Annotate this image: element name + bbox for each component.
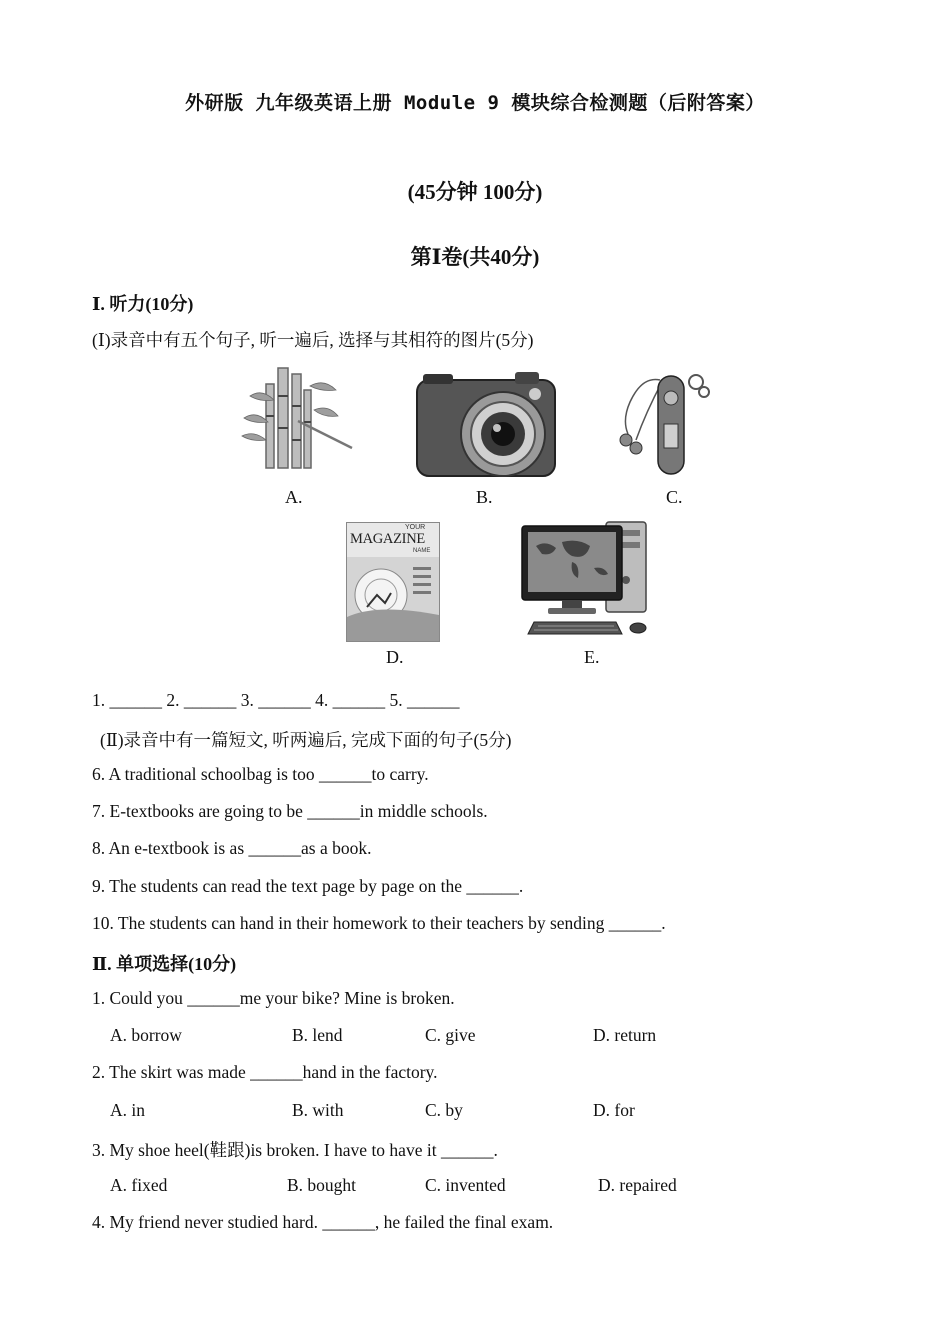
time-info: (45分钟 100分) — [407, 180, 543, 204]
magazine-cover-sub: NAME — [413, 548, 431, 554]
option-a: A. fixed — [110, 1175, 168, 1195]
option-b: B. bought — [287, 1175, 357, 1195]
mp3-player-icon — [612, 372, 712, 478]
picture-caption-d: D. — [386, 647, 404, 667]
question-stem: 1. Could you ______me your bike? Mine is broken. — [92, 988, 455, 1008]
listening-heading: Ⅰ. 听力(10分) — [92, 294, 194, 314]
option-d: D. return — [593, 1025, 657, 1045]
option-a: A. in — [110, 1100, 145, 1120]
fill-sentence: 10. The students can hand in their homework to their teachers by sending ______. — [92, 913, 666, 933]
fill-sentence: 9. The students can read the text page by page on the ______. — [92, 876, 524, 896]
option-c: C. by — [425, 1100, 463, 1120]
fill-sentence: 6. A traditional schoolbag is too ______to carry. — [92, 764, 429, 784]
option-c: C. invented — [425, 1175, 506, 1195]
option-a: A. borrow — [110, 1025, 182, 1045]
listening-instruction-1: (Ⅰ)录音中有五个句子, 听一遍后, 选择与其相符的图片(5分) — [92, 330, 534, 350]
question-stem: 3. My shoe heel(鞋跟)is broken. I have to have it ______. — [92, 1140, 498, 1160]
option-c: C. give — [425, 1025, 476, 1045]
option-d: D. repaired — [598, 1175, 677, 1195]
picture-caption-e: E. — [584, 647, 600, 667]
magazine-cover-top: YOUR — [405, 524, 426, 531]
question-stem: 4. My friend never studied hard. ______, he failed the final exam. — [92, 1212, 554, 1232]
bamboo-icon — [238, 366, 356, 472]
listening-instruction-2: (Ⅱ)录音中有一篇短文, 听两遍后, 完成下面的句子(5分) — [100, 730, 512, 750]
picture-caption-b: B. — [476, 487, 493, 507]
camera-icon — [415, 372, 557, 480]
option-d: D. for — [593, 1100, 635, 1120]
document-title: 外研版 九年级英语上册 Module 9 模块综合检测题（后附答案） — [185, 92, 765, 114]
fill-sentence: 7. E-textbooks are going to be ______in middle schools. — [92, 801, 488, 821]
choice-heading: Ⅱ. 单项选择(10分) — [92, 954, 237, 974]
part-title: 第Ⅰ卷(共40分) — [410, 245, 540, 269]
picture-caption-c: C. — [666, 487, 683, 507]
magazine-cover-title: MAGAZINE — [350, 531, 425, 547]
picture-caption-a: A. — [285, 487, 303, 507]
magazine-icon — [346, 522, 440, 642]
option-b: B. lend — [292, 1025, 343, 1045]
listening-answer-line: 1. ______ 2. ______ 3. ______ 4. ______ 5. ______ — [92, 690, 460, 710]
computer-icon — [518, 520, 656, 640]
question-stem: 2. The skirt was made ______hand in the factory. — [92, 1062, 438, 1082]
fill-sentence: 8. An e-textbook is as ______as a book. — [92, 838, 372, 858]
option-b: B. with — [292, 1100, 344, 1120]
